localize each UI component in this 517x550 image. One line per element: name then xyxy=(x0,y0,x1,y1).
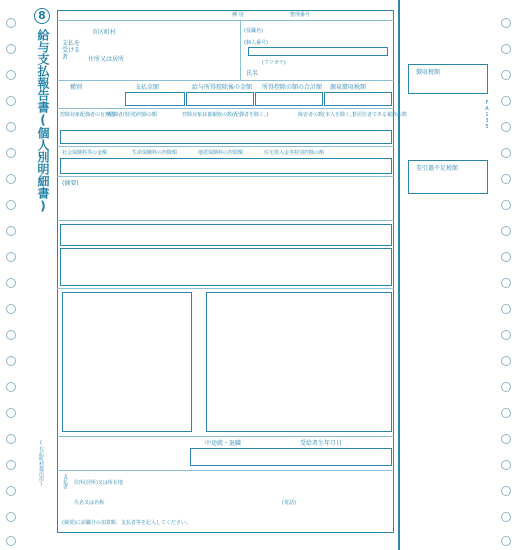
spouse-special-label: 配偶者(特別)控除の額 xyxy=(108,112,157,118)
payment-header: 支払金額 xyxy=(135,84,160,91)
address-label: 住所又は居所 xyxy=(88,56,125,63)
total-deduction-header: 所得控除の額の合計額 xyxy=(262,84,323,91)
phone-label: (電話) xyxy=(282,500,296,506)
collected-tax-label: 徴収税額 xyxy=(416,69,441,76)
retire-label: 中途就・退職 xyxy=(205,440,242,447)
payment-field[interactable] xyxy=(125,92,185,106)
payee-label: 支払を受ける者 xyxy=(62,40,81,61)
nonresident-label: 非居住者である親族の数 xyxy=(352,112,408,118)
payer-name-label: 氏名又は名称 xyxy=(74,500,105,506)
row3-fields[interactable] xyxy=(60,158,392,174)
tear-line xyxy=(398,0,400,550)
kind-header: 種別 xyxy=(70,84,83,91)
life-ins-label: 生命保険料の控除額 xyxy=(132,150,178,156)
earthquake-label: 地震保険料の控除額 xyxy=(198,150,244,156)
phonetic-label: (フリガナ) xyxy=(262,60,286,66)
total-deduction-field[interactable] xyxy=(255,92,323,106)
housing-label: 住宅借入金等特別控除の額 xyxy=(264,150,325,156)
tax-amount-header: 源泉徴収税額 xyxy=(330,84,367,91)
tax-amount-field[interactable] xyxy=(324,92,392,106)
form-number-badge: 8 xyxy=(34,8,50,24)
retire-birth-fields[interactable] xyxy=(190,448,392,466)
recipient-label: 市区町村 xyxy=(92,29,117,36)
dependents-label: 控除対象扶養親族の数(配偶者を除く。) xyxy=(182,112,269,118)
payer-label: 支払者 xyxy=(62,474,68,489)
bottom-note: (摘要)に前職分の加算額、支払者等を記入してください。 xyxy=(62,520,191,526)
dependents-block-right[interactable] xyxy=(206,292,392,432)
district-note: (右記町村提出用) xyxy=(38,440,44,487)
spouse-label: 控除対象配偶者の有無等 xyxy=(60,112,116,118)
right-perforation xyxy=(495,0,517,550)
personal-number-label: (個人番号) xyxy=(244,40,268,46)
tax-form-page: 8 給与支払報告書(個人別明細書) (右記町村提出用) 種 別 整理番号 市区町村 支払を受ける者 住所又は居所 (役職名) (個人番号) (フリガナ) 氏名 種別 支払金額 給与所得控除後の金額 所得控除の額の合計額 源泉徴収税額 控除対象配偶者の有無等 配偶者(特別)控除の額 控除対象扶養親族の数(配偶者を除く。) 障害者の数(本人を除く。) 非居住者である親族の数 社会保険料等の金額 生命保険料の控除額 地震保険料の控除額 住宅借入金等特別控除の額 (摘要) 中途就・退職 受給者生年月日 支払者 住所(居所)又は所在地 氏名又は名称 (電話) (摘要)に前職分の加算額、支払者等を記入してください。 徴収税額 差引過不足税額 FA135 xyxy=(0,0,517,550)
disabled-label: 障害者の数(本人を除く。) xyxy=(298,112,355,118)
payer-address-label: 住所(居所)又は所在地 xyxy=(74,480,123,486)
insurance-row[interactable] xyxy=(60,224,392,246)
name-label: 氏名 xyxy=(246,70,259,77)
after-deduction-field[interactable] xyxy=(186,92,254,106)
dependents-block-left[interactable] xyxy=(62,292,192,432)
tax-number-label: 整理番号 xyxy=(290,12,311,18)
after-deduction-header: 給与所得控除後の金額 xyxy=(192,84,253,91)
shortage-tax-label: 差引過不足税額 xyxy=(416,165,459,172)
remarks-label: (摘要) xyxy=(62,180,79,187)
row2-fields[interactable] xyxy=(60,130,392,144)
role-label: (役職名) xyxy=(244,28,263,34)
personal-number-field[interactable] xyxy=(248,47,388,56)
housing-loan-rows[interactable] xyxy=(60,248,392,286)
form-code: FA135 xyxy=(484,100,490,130)
form-title: 給与支払報告書(個人別明細書) xyxy=(36,29,50,213)
left-perforation xyxy=(0,0,22,550)
social-label: 社会保険料等の金額 xyxy=(62,150,108,156)
birth-label: 受給者生年月日 xyxy=(300,440,343,447)
